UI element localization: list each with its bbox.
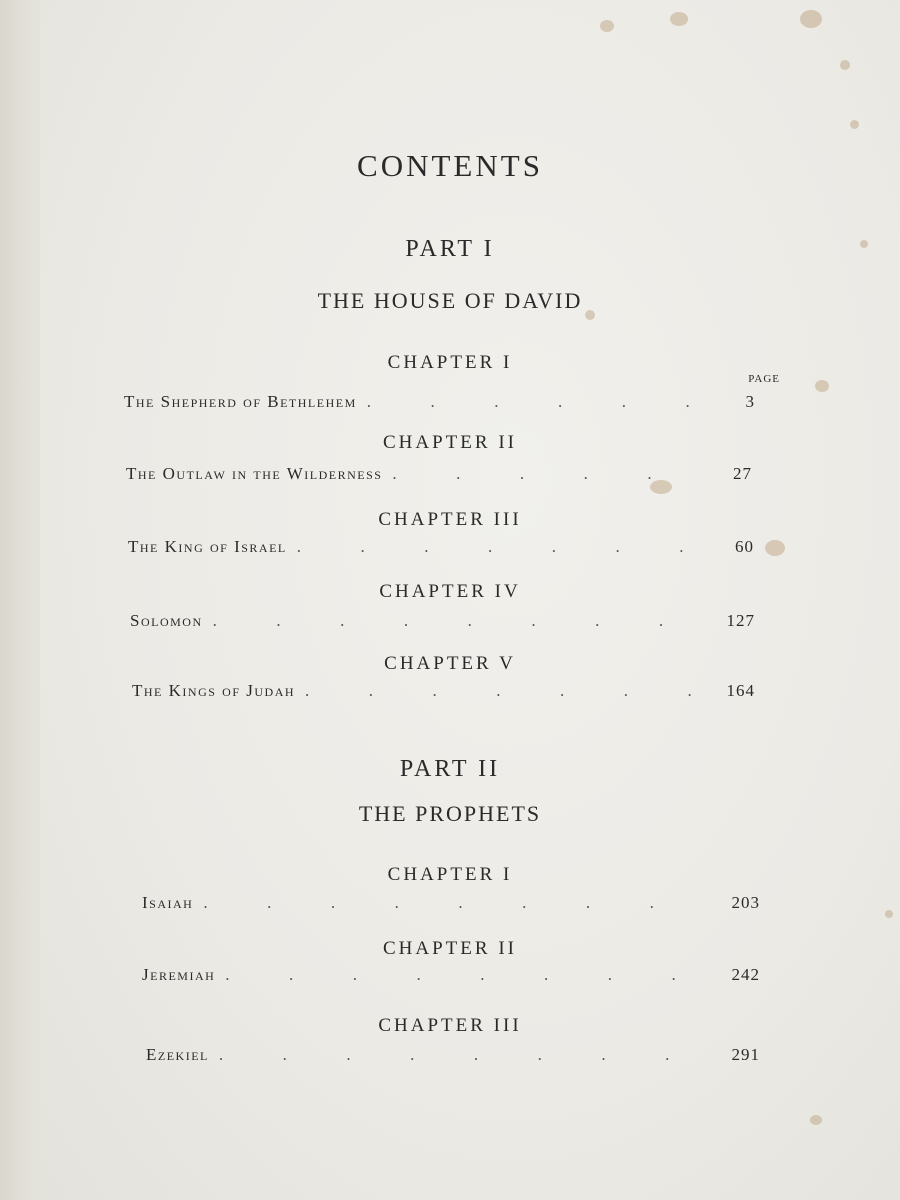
toc-entry-page: 164 [726,681,755,700]
toc-entry-title: Ezekiel [146,1045,209,1064]
toc-entry-page: 60 [735,537,754,556]
toc-entry-title: Isaiah [142,893,194,912]
foxing-spot [765,540,785,556]
toc-entry-page: 27 [733,464,752,483]
foxing-spot [670,12,688,26]
toc-entry-title: The Shepherd of Bethlehem [124,392,357,411]
part-2-chapter-3-label: CHAPTER III [378,1015,522,1036]
dot-leader [367,392,705,412]
foxing-spot [600,20,614,32]
toc-entry[interactable] [126,464,752,484]
toc-entry[interactable] [130,611,755,631]
foxing-spot [815,380,829,392]
foxing-spot [850,120,859,129]
toc-entry[interactable] [142,965,760,985]
part-1-chapter-1-label: CHAPTER I [387,352,513,373]
dot-leader [219,1045,710,1065]
toc-entry-page: 203 [731,893,760,912]
toc-entry[interactable] [124,392,755,412]
toc-entry-page: 3 [745,392,755,411]
dot-leader [297,537,704,557]
part-2-label: PART II [399,756,501,782]
toc-entry[interactable] [146,1045,760,1065]
part-1-chapter-5-label: CHAPTER V [384,653,516,674]
dot-leader [305,681,705,701]
toc-entry-title: Solomon [130,611,203,630]
toc-entry-title: The Kings of Judah [132,681,296,700]
toc-entry[interactable] [142,893,760,913]
page-column-label: PAGE [748,373,780,385]
part-1-chapter-4-label: CHAPTER IV [379,581,521,602]
part-1-title: THE HOUSE OF DAVID [317,288,583,313]
toc-entry[interactable] [128,537,754,557]
toc-entry-page: 127 [726,611,755,630]
toc-entry-title: The King of Israel [128,537,287,556]
part-2-chapter-1-label: CHAPTER I [387,864,513,885]
foxing-spot [800,10,822,28]
dot-leader [392,464,702,484]
part-1-chapter-2-label: CHAPTER II [383,432,517,453]
foxing-spot [885,910,893,918]
foxing-spot [810,1115,822,1125]
toc-entry-page: 242 [731,965,760,984]
toc-entry-title: Jeremiah [142,965,216,984]
dot-leader [213,611,705,631]
dot-leader [225,965,710,985]
toc-entry[interactable] [132,681,755,701]
part-2-title: THE PROPHETS [358,801,542,826]
toc-entry-title: The Outlaw in the Wilderness [126,464,383,483]
part-1-label: PART I [405,236,495,262]
toc-entry-page: 291 [731,1045,760,1064]
part-1-chapter-3-label: CHAPTER III [378,509,522,530]
part-2-chapter-2-label: CHAPTER II [383,938,517,959]
contents-title: CONTENTS [357,148,543,183]
foxing-spot [840,60,850,70]
dot-leader [203,893,710,913]
